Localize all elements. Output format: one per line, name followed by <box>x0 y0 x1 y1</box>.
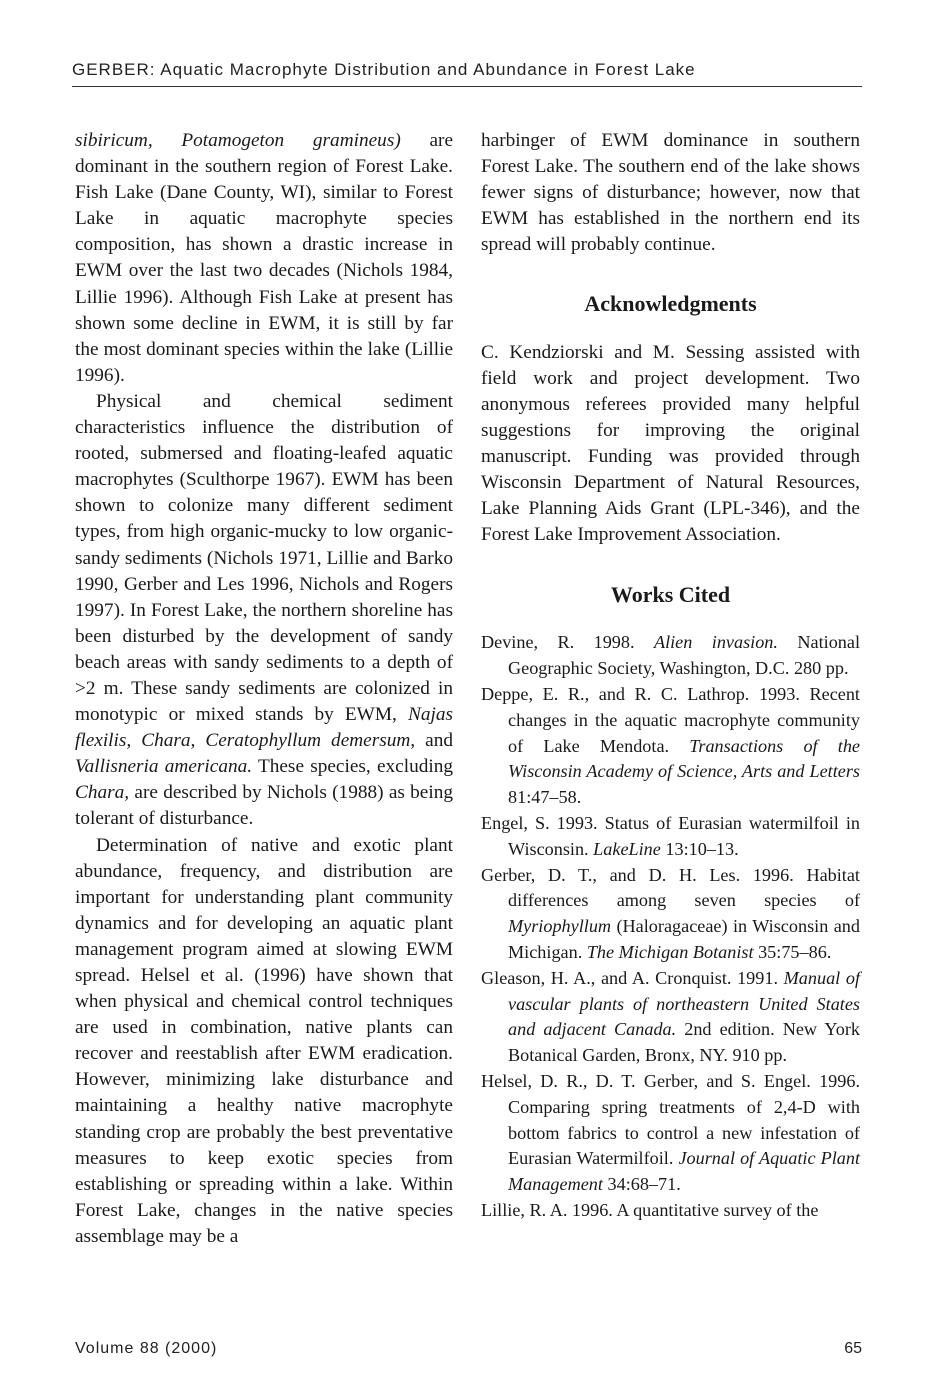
reference-item <box>481 811 860 863</box>
paragraph-continued <box>75 128 453 389</box>
footer-volume: Volume 88 (2000) <box>75 1340 218 1357</box>
reference-text: Gleason, H. A., and A. Cronquist. 1991. <box>481 967 784 988</box>
reference-item <box>481 863 860 966</box>
paragraph-text: are dominant in the southern region of Forest Lake. Fish Lake (Dane County, WI), similar to Forest Lake in aquatic macrophyte species composition, has shown a drastic increase in EWM over the last two decades (Nichols 1984, Lillie 1996). Although Fish Lake at present has shown some decline in EWM, it is still by far the most dominant species within the lake (Lillie 1996). <box>75 130 454 386</box>
paragraph-determination: Determination of native and exotic plant abundance, frequency, and distribution are important for understanding plant community dynamics and for developing an aquatic plant management program aimed at slowing EWM spread. Helsel et al. (1996) have shown that when physical and chemical control techniques are used in combination, native plants can recover and reestablish after EWM eradication. However, minimizing lake disturbance and maintaining a healthy native macrophyte standing crop are probably the best preventative measures to keep exotic species from establishing or spreading within a lake. Within Forest Lake, changes in the native species assemblage may be a <box>75 834 453 1247</box>
reference-text: Engel, S. 1993. Status of Eurasian watermilfoil in Wisconsin. <box>481 812 860 859</box>
species-italic: Chara, <box>75 782 130 804</box>
reference-title: Manual of vascular plants of northeastern United States and adjacent Canada. <box>508 967 860 1040</box>
reference-text: (Haloragaceae) in Wisconsin and Michigan. <box>508 916 860 962</box>
reference-text: Devine, R. 1998. <box>481 632 654 653</box>
reference-item <box>481 1069 860 1198</box>
reference-text: Helsel, D. R., D. T. Gerber, and S. Engel. 1996. Comparing spring treatments of 2,4-D with bottom fabrics to control a new infestation of Eurasian Watermilfoil. <box>481 1070 860 1169</box>
acknowledgments-heading: Acknowledgments <box>584 291 757 317</box>
works-cited-heading: Works Cited <box>610 582 731 608</box>
paragraph-text: and <box>415 730 453 752</box>
page-number: 65 <box>844 1340 862 1357</box>
reference-item <box>481 630 860 682</box>
species-italic: Vallisneria americana. <box>75 756 253 778</box>
right-column <box>481 128 860 1224</box>
reference-list <box>481 630 860 1223</box>
reference-title: Alien invasion. <box>653 632 778 653</box>
left-column <box>75 128 453 1250</box>
paragraph-text: are described by Nichols (1988) as being tolerant of disturbance. <box>75 782 453 830</box>
reference-text: Gerber, D. T., and D. H. Les. 1996. Habitat differences among seven species of <box>481 864 860 911</box>
reference-text: 2nd edition. New York Botanical Garden, Bronx, NY. 910 pp. <box>508 1019 860 1066</box>
reference-title: Myriophyllum <box>508 916 612 937</box>
paragraph-text: These species, excluding <box>252 756 453 778</box>
reference-title: The Michigan Botanist <box>586 941 754 962</box>
running-head: GERBER: Aquatic Macrophyte Distribution and Abundance in Forest Lake <box>72 60 862 87</box>
reference-item <box>481 1198 860 1224</box>
reference-text: Deppe, E. R., and R. C. Lathrop. 1993. Recent changes in the aquatic macrophyte community of Lake Mendota. <box>481 684 860 756</box>
paragraph-continued-right: harbinger of EWM dominance in southern Forest Lake. The southern end of the lake shows fewer signs of disturbance; however, now that EWM has established in the northern end its spread will probably continue. <box>481 130 860 256</box>
acknowledgments-text: C. Kendziorski and M. Sessing assisted with field work and project development. Two anonymous referees provided many helpful suggestions for improving the original manuscript. Funding was provided through Wisconsin Department of Natural Resources, Lake Planning Aids Grant (LPL-346), and the Forest Lake Improvement Association. <box>481 341 860 546</box>
paragraph-text: Physical and chemical sediment characteristics influence the distribution of rooted, submersed and floating-leafed aquatic macrophytes (Sculthorpe 1967). EWM has been shown to colonize many different sediment types, from high organic-mucky to low organic-sandy sediments (Nichols 1971, Lillie and Barko 1990, Gerber and Les 1996, Nichols and Rogers 1997). In Forest Lake, the northern shoreline has been disturbed by the development of sandy beach areas with sandy sediments to a depth of >2 m. These sandy sediments are colonized in monotypic or mixed stands by EWM, <box>75 390 453 726</box>
reference-title: Journal of Aquatic Plant Management <box>508 1148 861 1195</box>
reference-text: National Geographic Society, Washington, D.C. 280 pp. <box>508 632 861 679</box>
species-italic: Najas flexilis, Chara, Ceratophyllum demersum, <box>75 704 453 752</box>
species-italic: sibiricum, Potamogeton gramineus) <box>75 130 401 151</box>
reference-text: 34:68–71. <box>602 1174 681 1195</box>
reference-title: LakeLine <box>593 838 661 859</box>
reference-text: 13:10–13. <box>660 838 739 859</box>
reference-item <box>481 682 860 811</box>
reference-text: 81:47–58. <box>508 787 582 808</box>
reference-title: Transactions of the Wisconsin Academy of Science, Arts and Letters <box>508 735 860 782</box>
reference-item <box>481 966 860 1069</box>
reference-text: Lillie, R. A. 1996. A quantitative survey of the <box>481 1199 819 1220</box>
reference-text: 35:75–86. <box>753 941 832 962</box>
paragraph-sediment <box>75 389 453 833</box>
